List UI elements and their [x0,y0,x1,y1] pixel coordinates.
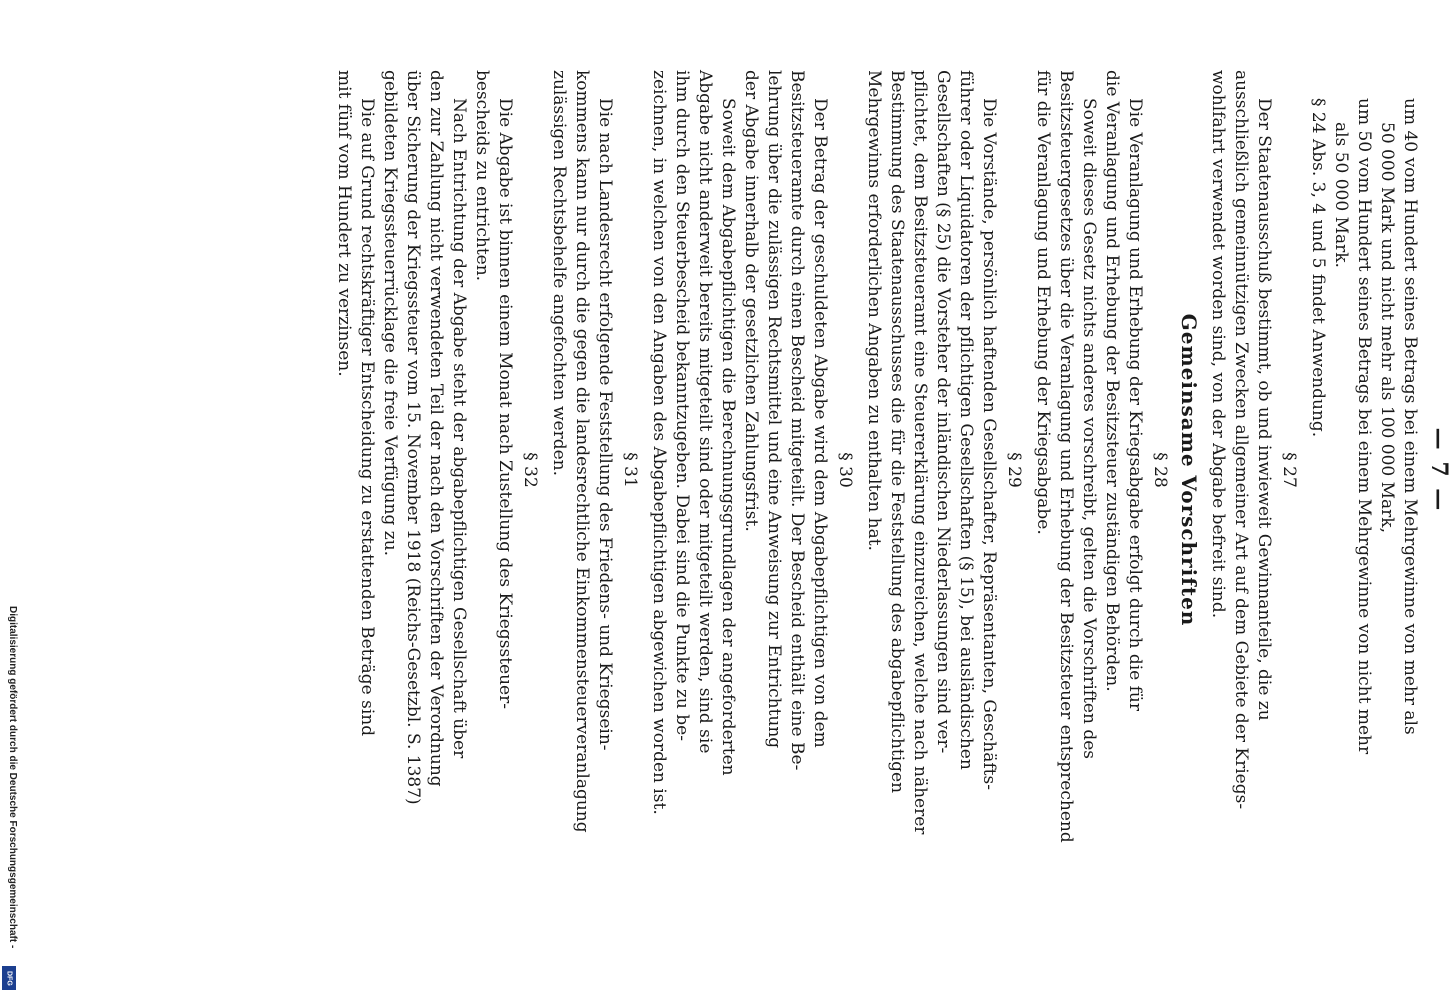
continuation-block [1306,70,1421,870]
digitization-credit: Digitalisierung gefördert durch die Deutsche Forschungsgemeinschaft - [7,606,18,949]
text-line: Der Staatenausschuß bestimmt, ob und inwieweit Gewinnanteile, die zu [1254,98,1274,721]
text-line: kommens kann nur durch die gegen die landesrechtliche Einkommensteuerveranlagung [572,70,592,833]
dfg-logo: DFG [2,966,16,990]
text-line: Der Betrag der geschuldeten Abgabe wird dem Abgabepflichtigen von dem [810,98,830,748]
text-line: Mehrgewinns erforderlichen Angaben zu enthalten hat. [864,70,884,551]
section-30-mark: § 30 [835,452,855,488]
section-27-text [1206,70,1275,870]
text-line: gebildeten Kriegssteuerrücklage die freie Verfügung zu. [380,70,400,557]
common-provisions-heading: Gemeinsame Vorschriften [1177,313,1201,627]
text-line: bescheids zu entrichten. [472,70,492,282]
text-line: 50 000 Mark und nicht mehr als 100 000 Mark, [1377,122,1397,533]
text-line: § 24 Abs. 3, 4 und 5 findet Anwendung. [1308,98,1328,438]
text-line: Die Vorstände, persönlich haftenden Gesellschafter, Repräsentanten, Geschäfts- [979,98,999,790]
section-29-mark: § 29 [1004,452,1024,488]
text-line: Gesellschaften (§ 25) die Vorsteher der inländischen Niederlassungen sind ver- [933,70,953,754]
text-line: ihm durch den Steuerbescheid bekanntzugeben. Dabei sind die Punkte zu be- [672,70,692,741]
text-line: um 50 vom Hundert seines Betrags bei einem Mehrgewinne von nicht mehr [1354,98,1374,755]
text-line: Soweit dieses Gesetz nichts anderes vorschreibt, gelten die Vorschriften des [1079,98,1099,759]
text-line: Soweit dem Abgabepflichtigen die Berechnungsgrundlagen der angeforderten [718,98,738,776]
text-line: den zur Zahlung nicht verwendeten Teil der nach den Vorschriften der Verordnung [426,70,446,787]
text-line: für die Veranlagung und Erhebung der Kriegsabgabe. [1033,70,1053,535]
text-line: Die Abgabe ist binnen einem Monat nach Zustellung des Kriegssteuer- [495,98,515,709]
text-line: lehrung über die zulässigen Rechtsmittel und eine Anweisung zur Entrichtung [764,70,784,749]
text-line: um 40 vom Hundert seines Betrags bei einem Mehrgewinne von mehr als [1400,98,1420,735]
text-line: Die nach Landesrecht erfolgende Feststellung des Friedens- und Kriegsein- [595,98,615,751]
section-28-mark: § 28 [1150,452,1170,488]
text-line: Die auf Grund rechtskräftiger Entscheidung zu erstattenden Beträge sind [357,98,377,737]
text-line: zeichnen, in welchen von den Angaben des Abgabepflichtigen abgewichen worden ist. [649,70,669,815]
text-line: Nach Entrichtung der Abgabe steht der abgabepflichtigen Gesellschaft über [449,98,469,759]
section-27-mark: § 27 [1279,452,1299,488]
page-number: — 7 — [1426,427,1452,513]
text-line: Bestimmung des Staatenausschusses die für die Feststellung des abgabepflichtigen [887,70,907,794]
section-31-mark: § 31 [620,452,640,488]
rotated-document-page [300,70,1450,870]
text-line: Besitzsteueramte durch einen Bescheid mitgeteilt. Der Bescheid enthält eine Be- [787,70,807,771]
text-line: mit fünf vom Hundert zu verzinsen. [334,70,354,377]
text-line: der Abgabe innerhalb der gesetzlichen Zahlungsfrist. [741,70,761,532]
section-31-text [547,70,616,870]
text-line: Abgabe nicht anderweit bereits mitgeteilt sind oder mitgeteilt werden, sind sie [695,70,715,754]
section-32-mark: § 32 [520,452,540,488]
section-29-text [862,70,1000,870]
text-line: die Veranlagung und Erhebung der Besitzsteuer zuständigen Behörden. [1102,70,1122,692]
text-line: Die Veranlagung und Erhebung der Kriegsabgabe erfolgt durch die für [1125,98,1145,711]
section-30-text [647,70,831,870]
text-line: als 50 000 Mark. [1331,122,1351,268]
text-line: pflichtet, dem Besitzsteueramt eine Steuererklärung einzureichen, welche nach näherer [910,70,930,835]
section-28-text [1031,70,1146,870]
text-line: über Sicherung der Kriegssteuer vom 15. November 1918 (Reichs-Gesetzbl. S. 1387) [403,70,423,805]
text-line: Besitzsteuergesetzes über die Veranlagung und Erhebung der Besitzsteuer entsprechend [1056,70,1076,843]
text-line: führer oder Liquidatoren der pflichtigen Gesellschaften (§ 15), bei ausländischen [956,70,976,770]
section-32-text [332,70,516,870]
text-line: zulässigen Rechtsbehelfe angefochten werden. [549,70,569,476]
text-line: ausschließlich gemeinnützigen Zwecken allgemeiner Art auf dem Gebiete der Kriegs- [1231,70,1251,810]
text-line: wohlfahrt verwendet worden sind, von der Abgabe befreit sind. [1208,70,1228,619]
